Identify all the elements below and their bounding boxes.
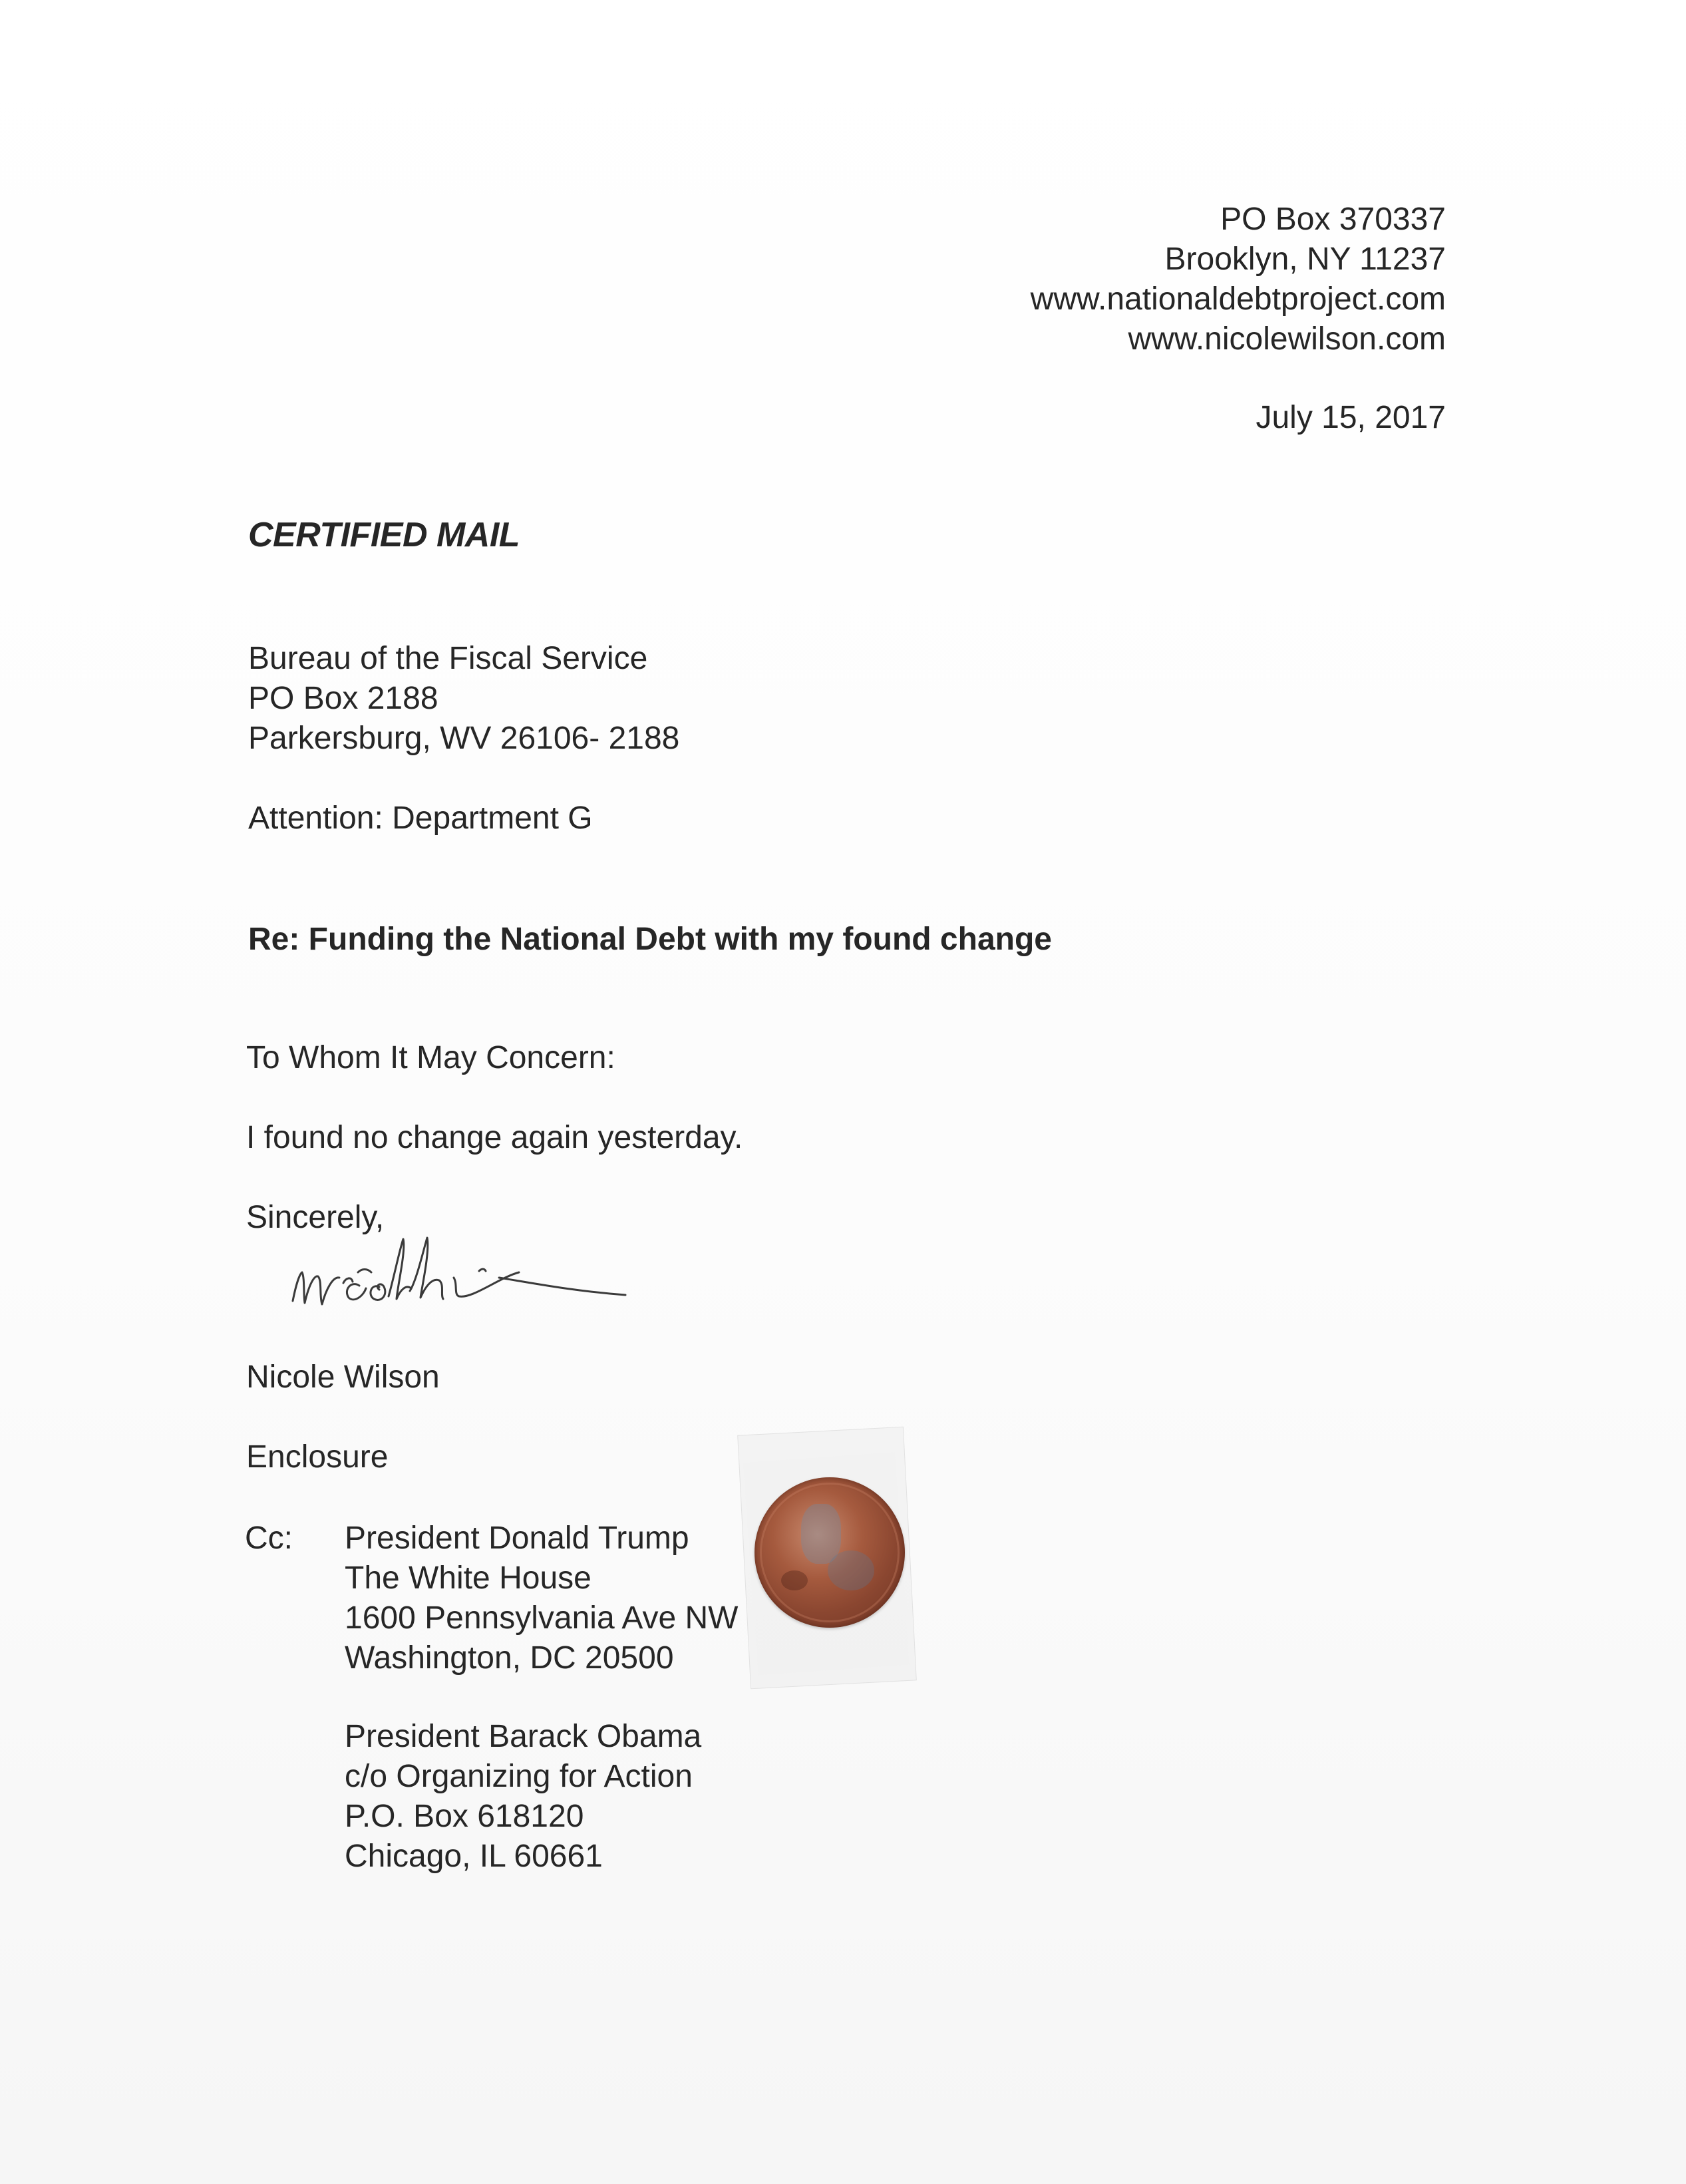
- cc-recipient-name: President Donald Trump: [345, 1521, 689, 1556]
- coin-tarnish: [828, 1550, 874, 1590]
- cc-recipient-city: Washington, DC 20500: [345, 1640, 674, 1676]
- sender-website-personal: www.nicolewilson.com: [1128, 321, 1446, 357]
- sender-address: [1031, 200, 1446, 359]
- letter-body: I found no change again yesterday.: [246, 1120, 743, 1155]
- recipient-po-box: PO Box 2188: [248, 681, 438, 716]
- closing: Sincerely,: [246, 1200, 385, 1235]
- recipient-name: Bureau of the Fiscal Service: [248, 641, 648, 676]
- cc-recipient-name: President Barack Obama: [345, 1719, 702, 1754]
- enclosure-note: Enclosure: [246, 1439, 389, 1475]
- attention-line: Attention: Department G: [248, 801, 593, 836]
- cc-recipient-org: The White House: [345, 1560, 591, 1596]
- cc-recipient-po-box: P.O. Box 618120: [345, 1799, 584, 1834]
- sender-po-box: PO Box 370337: [1220, 202, 1446, 237]
- handwritten-signature: [279, 1211, 719, 1331]
- cc-label: Cc:: [245, 1521, 293, 1556]
- letter-date: July 15, 2017: [1256, 400, 1446, 435]
- penny-coin-image: [755, 1477, 905, 1628]
- cc-recipient-org: c/o Organizing for Action: [345, 1759, 693, 1794]
- sender-website-national-debt: www.nationaldebtproject.com: [1030, 281, 1446, 317]
- recipient-city-state: Parkersburg, WV 26106- 2188: [248, 721, 680, 756]
- certified-mail-heading: CERTIFIED MAIL: [248, 516, 520, 554]
- cc-recipient-trump: [345, 1519, 738, 1678]
- cc-recipient-street: 1600 Pennsylvania Ave NW: [345, 1600, 739, 1636]
- sender-city-state: Brooklyn, NY 11237: [1164, 242, 1446, 277]
- cc-recipient-city: Chicago, IL 60661: [345, 1839, 603, 1874]
- subject-line: Re: Funding the National Debt with my found change: [248, 922, 1052, 957]
- coin-tarnish: [781, 1570, 808, 1590]
- cc-recipient-obama: [345, 1717, 701, 1877]
- recipient-address: [248, 639, 679, 759]
- signer-name: Nicole Wilson: [246, 1360, 440, 1395]
- salutation: To Whom It May Concern:: [246, 1040, 615, 1075]
